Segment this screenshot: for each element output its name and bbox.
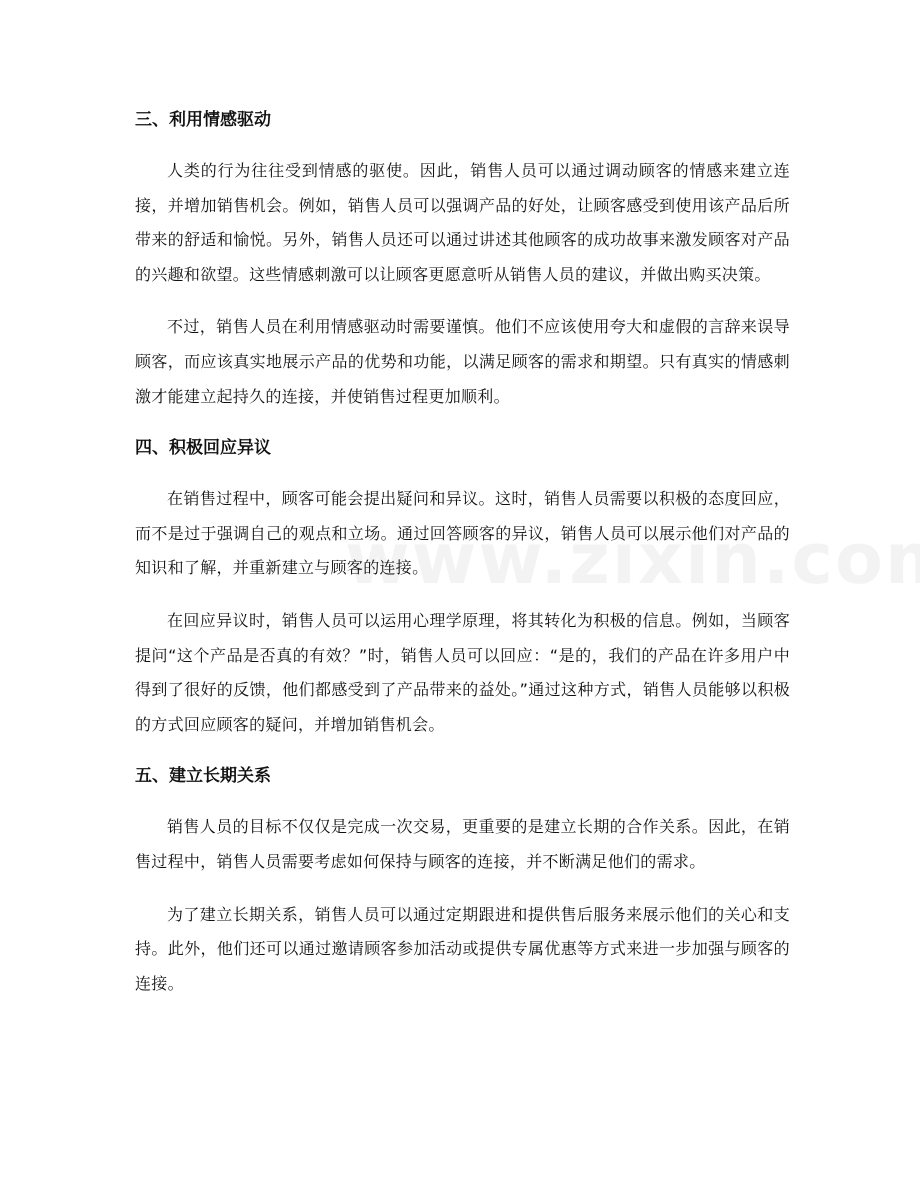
paragraph: 为了建立长期关系，销售人员可以通过定期跟进和提供售后服务来展示他们的关心和支持。此外，他们还可以通过邀请顾客参加活动或提供专属优惠等方式来进一步加强与顾客的连接。 [135,904,790,993]
paragraph: 在回应异议时，销售人员可以运用心理学原理，将其转化为积极的信息。例如，当顾客提问“这个产品是否真的有效？”时，销售人员可以回应：“是的，我们的产品在许多用户中得到了很好的反馈，他们都感受到了产品带来的益处。”通过这种方式，销售人员能够以积极的方式回应顾客的疑问，并增加销售机会。 [135,610,790,734]
section-heading-emotion: 三、利用情感驱动 [135,110,271,130]
document-body [135,102,790,1001]
paragraph: 销售人员的目标不仅仅是完成一次交易，更重要的是建立长期的合作关系。因此，在销售过程中，销售人员需要考虑如何保持与顾客的连接，并不断满足他们的需求。 [135,817,790,871]
section-heading-objections: 四、积极回应异议 [135,438,271,459]
section-heading-long-term: 五、建立长期关系 [135,766,271,787]
paragraph: 不过，销售人员在利用情感驱动时需要谨慎。他们不应该使用夸大和虚假的言辞来误导顾客，而应该真实地展示产品的优势和功能，以满足顾客的需求和期望。只有真实的情感刺激才能建立起持久的连接，并使销售过程更加顺利。 [135,317,790,406]
paragraph: 人类的行为往往受到情感的驱使。因此，销售人员可以通过调动顾客的情感来建立连接，并增加销售机会。例如，销售人员可以强调产品的好处，让顾客感受到使用该产品后所带来的舒适和愉悦。另外，销售人员还可以通过讲述其他顾客的成功故事来激发顾客对产品的兴趣和欲望。这些情感刺激可以让顾客更愿意听从销售人员的建议，并做出购买决策。 [135,161,790,284]
paragraph: 在销售过程中，顾客可能会提出疑问和异议。这时，销售人员需要以积极的态度回应，而不是过于强调自己的观点和立场。通过回答顾客的异议，销售人员可以展示他们对产品的知识和了解，并重新建立与顾客的连接。 [135,489,790,578]
